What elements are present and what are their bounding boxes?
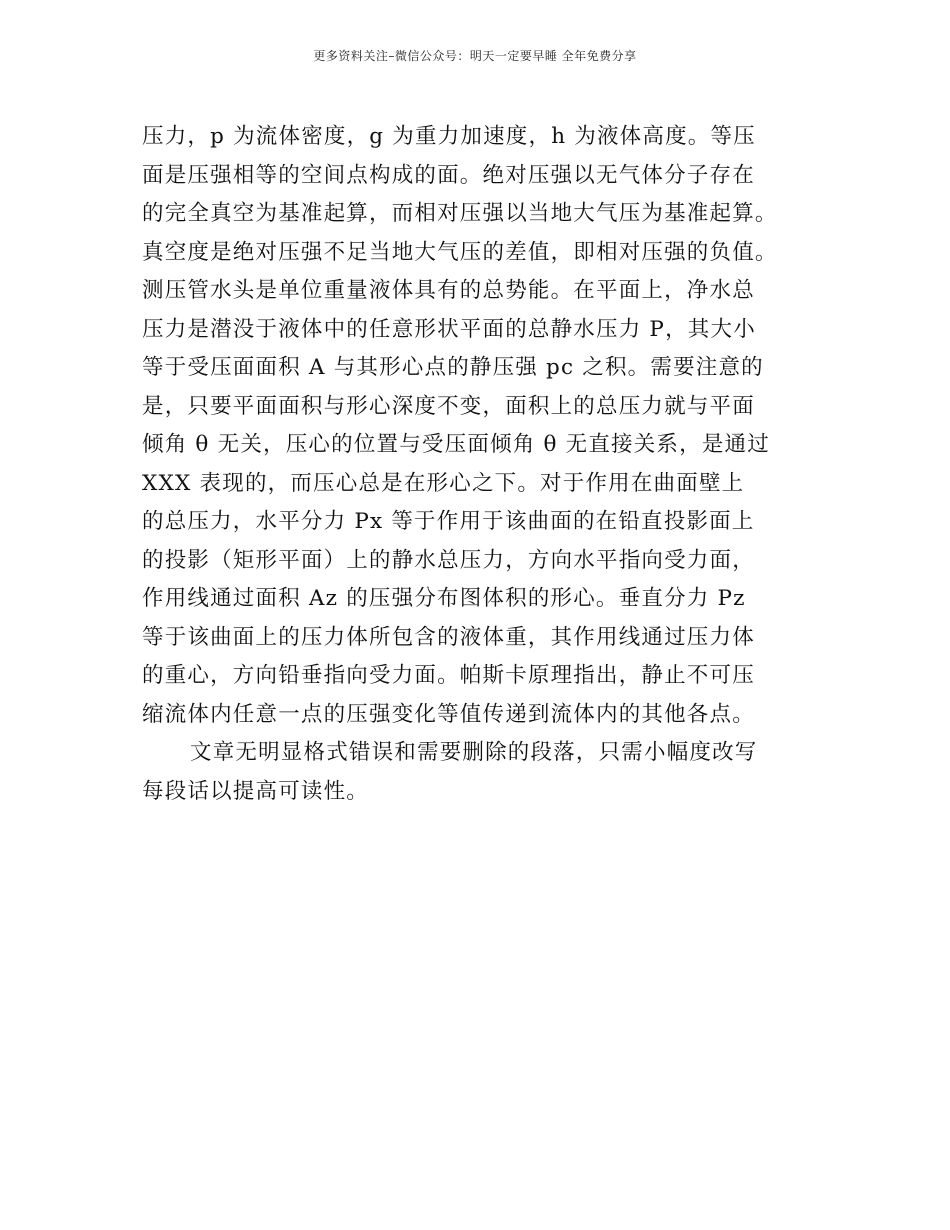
paragraph-line: 作用线通过面积 Az 的压强分布图体积的形心。垂直分力 Pz (142, 586, 746, 611)
paragraph-line: 缩流体内任意一点的压强变化等值传递到流体内的其他各点。 (142, 701, 755, 727)
paragraph-line: 压力是潜没于液体中的任意形状平面的总静水压力 P，其大小 (142, 316, 756, 342)
paragraph-line: 的完全真空为基准起算，而相对压强以当地大气压为基准起算。 (142, 201, 778, 226)
paragraph-line: 的投影（矩形平面）上的静水总压力，方向水平指向受力面， (142, 547, 755, 573)
paragraph-line: 的重心，方向铅垂指向受力面。帕斯卡原理指出，静止不可压 (142, 663, 755, 688)
paragraph-line: 等于该曲面上的压力体所包含的液体重，其作用线通过压力体 (142, 624, 755, 650)
body-text (142, 118, 822, 811)
paragraph-line: 压力，p 为流体密度，g 为重力加速度，h 为液体高度。等压 (142, 124, 756, 149)
paragraph-line: 测压管水头是单位重量液体具有的总势能。在平面上，净水总 (142, 278, 755, 303)
paragraph-line: XXX 表现的，而压心总是在形心之下。对于作用在曲面壁上 (142, 470, 745, 496)
paragraph-line: 真空度是绝对压强不足当地大气压的差值，即相对压强的负值。 (142, 239, 778, 265)
paragraph-line: 等于受压面面积 A 与其形心点的静压强 pc 之积。需要注意的 (142, 355, 764, 380)
paragraph-line: 面是压强相等的空间点构成的面。绝对压强以无气体分子存在 (142, 162, 755, 188)
paragraph-line: 文章无明显格式错误和需要删除的段落，只需小幅度改写 (190, 740, 758, 765)
paragraph-line: 的总压力，水平分力 Px 等于作用于该曲面的在铅直投影面上 (142, 509, 755, 534)
paragraph-1 (142, 118, 822, 734)
page-header: 更多资料关注–微信公众号：明天一定要早睡 全年免费分享 (313, 49, 637, 63)
paragraph-line: 每段话以提高可读性。 (142, 778, 370, 804)
paragraph-2 (142, 734, 822, 811)
paragraph-line: 倾角 θ 无关，压心的位置与受压面倾角 θ 无直接关系，是通过 (142, 432, 770, 457)
paragraph-line: 是，只要平面面积与形心深度不变，面积上的总压力就与平面 (142, 393, 755, 419)
